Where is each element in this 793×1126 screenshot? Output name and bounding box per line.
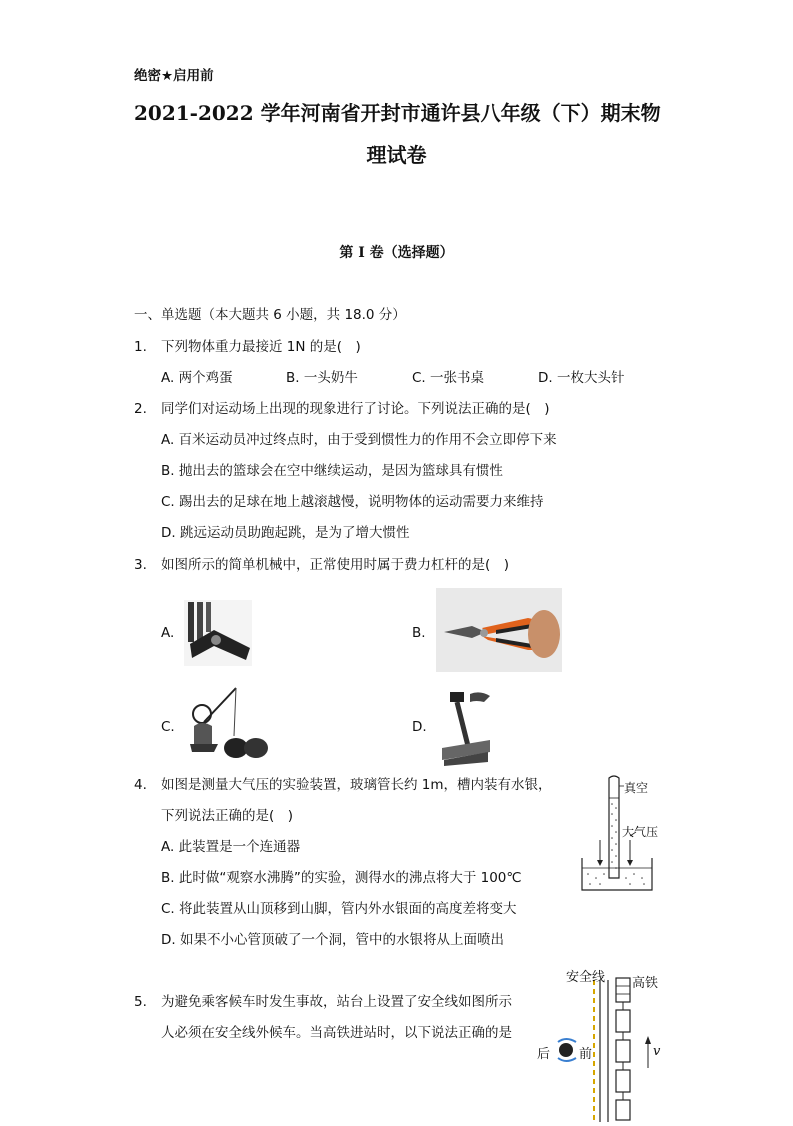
question-stem-line2: 人必须在安全线外候车。当高铁进站时，以下说法正确的是 [161, 1025, 512, 1041]
question-number: 2. [134, 401, 147, 417]
question-stem: 如图所示的简单机械中，正常使用时属于费力杠杆的是( ) [161, 557, 510, 573]
option-b: B. 一头奶牛 [286, 370, 358, 386]
option-c: C. 踢出去的足球在地上越滚越慢，说明物体的运动需要力来维持 [161, 494, 544, 510]
option-c: C. 将此装置从山顶移到山脚，管内外水银面的高度差将变大 [161, 901, 517, 917]
option-d: D. 跳远运动员助跑起跳，是为了增大惯性 [161, 525, 410, 541]
question-number: 3. [134, 557, 147, 573]
page-title-line1: 2021-2022 学年河南省开封市通许县八年级（下）期末物 [134, 101, 661, 125]
hammer-icon [440, 688, 492, 766]
question-number: 4. [134, 777, 147, 793]
atmosphere-label: 大气压 [622, 825, 659, 839]
question-number: 1. [134, 339, 147, 355]
fishing-rod-icon [184, 686, 274, 764]
vacuum-label: 真空 [624, 781, 649, 795]
question-stem: 同学们对运动场上出现的现象进行了讨论。下列说法正确的是( ) [161, 401, 550, 417]
option-a: A. 此装置是一个连通器 [161, 839, 301, 855]
option-d: D. [412, 719, 427, 735]
nutcracker-icon [184, 600, 252, 666]
velocity-label: v [653, 1044, 661, 1059]
option-a: A. 两个鸡蛋 [161, 370, 233, 386]
option-a: A. 百米运动员冲过终点时，由于受到惯性力的作用不会立即停下来 [161, 432, 557, 448]
page-title-line2: 理试卷 [366, 143, 427, 167]
volume-title: 第 I 卷（选择题） [339, 245, 454, 261]
question-stem-line2: 下列说法正确的是( ) [161, 808, 294, 824]
option-b: B. [412, 625, 426, 641]
safety-line-label: 安全线 [566, 970, 606, 985]
option-a: A. [161, 625, 175, 641]
option-b: B. 抛出去的篮球会在空中继续运动，是因为篮球具有惯性 [161, 463, 503, 479]
question-stem-line1: 为避免乘客候车时发生事故，站台上设置了安全线如图所示 [161, 994, 512, 1010]
option-c: C. [161, 719, 175, 735]
option-c: C. 一张书桌 [412, 370, 485, 386]
option-d: D. 如果不小心管顶破了一个洞，管中的水银将从上面喷出 [161, 932, 504, 948]
pliers-icon [436, 588, 562, 672]
back-label: 后 [537, 1047, 551, 1062]
section-heading: 一、单选题（本大题共 6 小题，共 18.0 分） [134, 307, 406, 323]
option-b: B. 此时做“观察水沸腾”的实验，测得水的沸点将大于 100℃ [161, 870, 522, 886]
train-label: 高铁 [632, 976, 659, 991]
question-stem: 下列物体重力最接近 1N 的是( ) [161, 339, 361, 355]
question-stem-line1: 如图是测量大气压的实验装置，玻璃管长约 1m，槽内装有水银， [161, 777, 552, 793]
option-d: D. 一枚大头针 [538, 370, 625, 386]
question-number: 5. [134, 994, 147, 1010]
secret-mark: 绝密★启用前 [134, 68, 214, 84]
front-label: 前 [579, 1047, 593, 1062]
